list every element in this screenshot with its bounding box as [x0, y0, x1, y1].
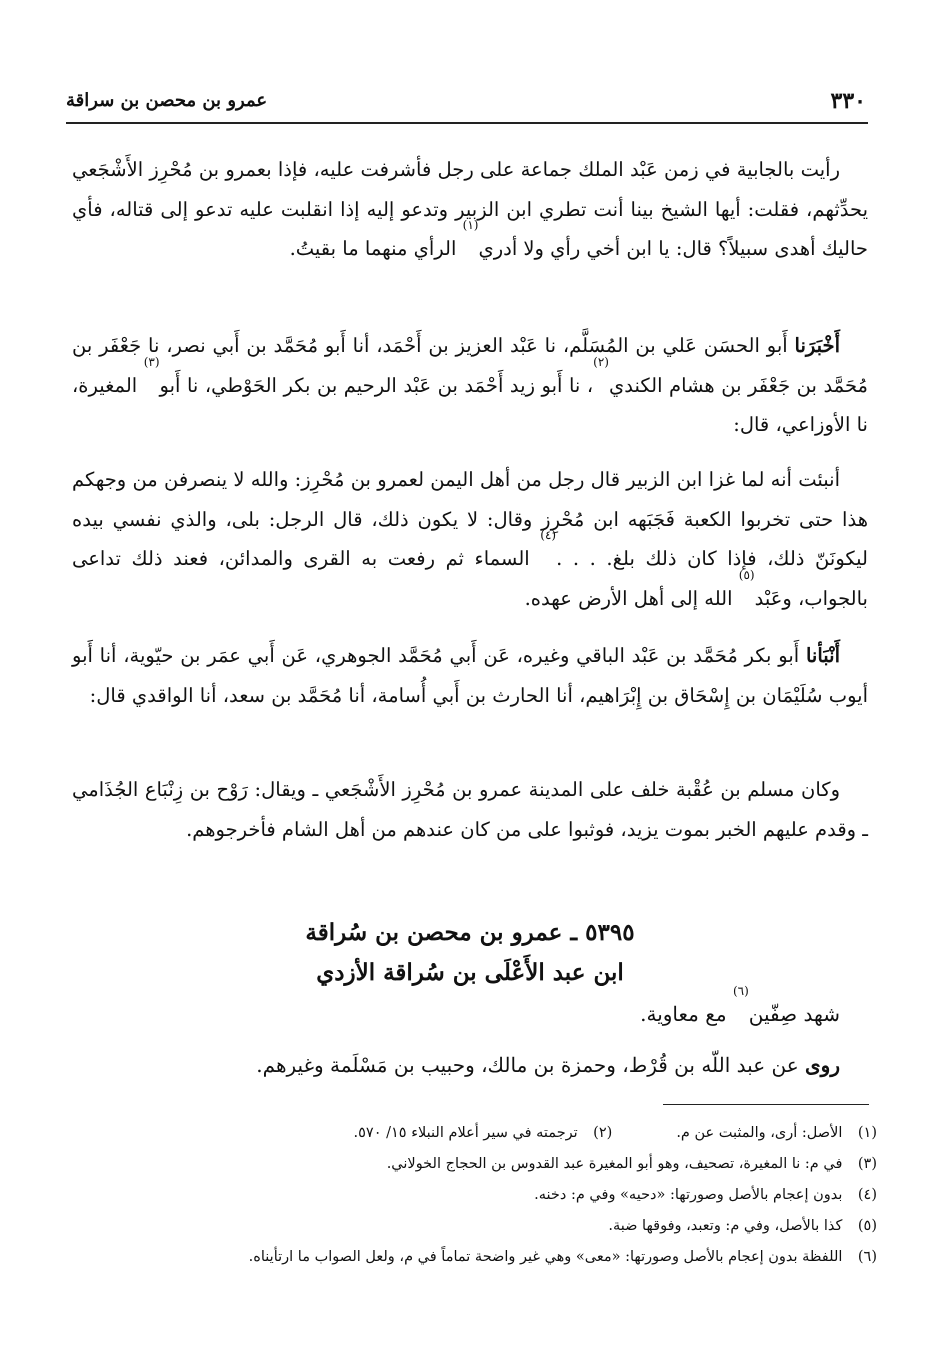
entry-title-line-2: ابن عبد الأَعْلَى بن سُراقة الأزدي	[316, 959, 624, 986]
footnote-ref: (٣)	[143, 354, 160, 369]
footnote-ref: (٦)	[732, 984, 749, 998]
footnote-number: (١)	[857, 1125, 877, 1141]
text-run: الرأي منهما ما بقيتُ.	[289, 237, 463, 260]
text-run: ، نا أَبو زيد أَحْمَد بن عَبْد الرحيم بن بكر الحَوْطي، نا أَبو	[159, 373, 594, 397]
lead-word: أَخْبَرَنا	[794, 334, 840, 357]
footnote-ref: (٤)	[540, 528, 557, 542]
footnote-number: (٦)	[857, 1249, 877, 1265]
footnote-5	[72, 1211, 877, 1242]
footnote-text: ترجمته في سير أعلام النبلاء ١٥/ ٥٧٠.	[353, 1125, 578, 1141]
footnote-3	[72, 1149, 877, 1180]
paragraph-text	[72, 984, 868, 1035]
footnotes	[72, 1118, 877, 1273]
text-run: أَبو الحسَن عَلي بن المُسَلَّم، نا عَبْد العزيز بن أَحْمَد، أنا أَبو مُحَمَّد بن أَبي نصر، نا جَعْفَر بن مُحَمَّد بن جَعْفَر بن هشام الكندي	[72, 334, 868, 397]
footnote-1	[676, 1118, 877, 1149]
text-run: عن عبد اللّه بن قُرْط، وحمزة بن مالك، وحبيب بن مَسْلَمة وغيرهم.	[256, 1053, 806, 1077]
running-title: عمرو بن محصن بن سراقة	[66, 90, 268, 111]
paragraph-text	[72, 636, 868, 715]
lead-word: روى	[805, 1053, 840, 1077]
paragraph-3	[72, 460, 868, 618]
footnote-ref: (١)	[462, 218, 479, 232]
header-rule	[66, 122, 868, 124]
footnote-text: اللفظة بدون إعجام بالأصل وصورتها: «معى» وهي غير واضحة تماماً في م، ولعل الصواب ما ارتأيناه.	[248, 1249, 843, 1265]
text-run: السماء ثم رفعت به القرى والمدائن، فعند ذلك تداعى بالجواب، وعَبْد	[72, 547, 868, 610]
text-run: المغيرة، نا الأوزاعي، قال:	[72, 373, 868, 436]
paragraph-5	[72, 770, 868, 849]
paragraph-2	[72, 326, 868, 445]
footnote-6	[72, 1242, 877, 1273]
entry-title-line-1: ٥٣٩٥ ـ عمرو بن محصن بن سُراقة	[305, 919, 635, 946]
text-run: مع معاوية.	[640, 1002, 733, 1026]
footnote-number: (٢)	[593, 1125, 613, 1141]
footnote-text: بدون إعجام بالأصل وصورتها: «دحيه» وفي م: دخنه.	[534, 1187, 843, 1203]
footnote-rule	[663, 1104, 869, 1105]
text-run: شهد صِفّين	[748, 1002, 840, 1026]
text-run: رأيت بالجابية في زمن عَبْد الملك جماعة على رجل فأشرفت عليه، فإذا بعمرو بن مُحْرِز الأَشْجَعي يحدِّثهم، فقلت: أيها الشيخ بينا أنت تطري ابن الزبير وتدعو إليه إذا انقلبت عليه تدعو إلى قتاله، فأي حاليك أهدى سبيلاً؟ قال: يا ابن أخي رأي ولا أدري	[72, 158, 868, 260]
paragraph-text: وكان مسلم بن عُقْبة خلف على المدينة عمرو بن مُحْرِز الأَشْجَعي ـ ويقال: رَوْح بن زِنْبَاع الجُذَامي ـ وقدم عليهم الخبر بموت يزيد، فوثبوا على من كان عندهم من أهل الشام فأخرجوهم.	[72, 778, 868, 841]
paragraph-text	[72, 150, 868, 269]
footnote-number: (٤)	[857, 1187, 877, 1203]
text-run: أَبو بكر مُحَمَّد بن عَبْد الباقي وغيره، عَن أَبي مُحَمَّد الجوهري، عَن أَبي عمَر بن حيّوية، أنا أَبو أيوب سُلَيْمَان بن إِسْحَاق بن إِبْرَاهيم، أنا الحارث بن أَبي أُسامة، أنا مُحَمَّد بن سعد، أنا الواقدي قال:	[72, 644, 868, 707]
footnote-text: الأصل: أرى، والمثبت عن م.	[676, 1125, 843, 1141]
footnote-number: (٥)	[857, 1218, 877, 1234]
footnote-row	[72, 1118, 877, 1149]
paragraph-4	[72, 636, 868, 715]
lead-word: أَنْبَأنا	[805, 644, 840, 667]
text-run: أنبئت أنه لما غزا ابن الزبير قال رجل من أهل اليمن لعمرو بن مُحْرِز: والله لا ينصرفن من وجهكم هذا حتى تخربوا الكعبة فَجَبَهه ابن مُحْرِز وقال: لا يكون ذلك، قال الرجل: بلى، والذي نفسي بيده ليكونَنّ ذلك، فإذا كان ذلك بلغ. . . .	[72, 468, 868, 570]
text-run: الله إلى أهل الأرض عهده.	[524, 586, 739, 610]
paragraph-1	[72, 150, 868, 269]
footnote-ref: (٢)	[593, 354, 609, 369]
paragraph-text	[72, 326, 868, 445]
entry-paragraph-1	[72, 984, 868, 1035]
footnote-4	[72, 1180, 877, 1211]
footnote-2	[354, 1118, 613, 1149]
footnote-text: كذا بالأصل، وفي م: وتعبد، وفوقها ضبة.	[608, 1218, 843, 1234]
footnote-ref: (٥)	[738, 567, 755, 582]
paragraph-text	[72, 1046, 868, 1086]
footnote-text: في م: نا المغيرة، تصحيف، وهو أبو المغيرة عبد القدوس بن الحجاج الخولاني.	[386, 1156, 843, 1172]
paragraph-text	[72, 460, 868, 618]
footnote-number: (٣)	[857, 1156, 877, 1172]
page-header	[66, 84, 866, 118]
entry-paragraph-2	[72, 1046, 868, 1086]
page-number: ٣٣٠	[830, 88, 866, 114]
